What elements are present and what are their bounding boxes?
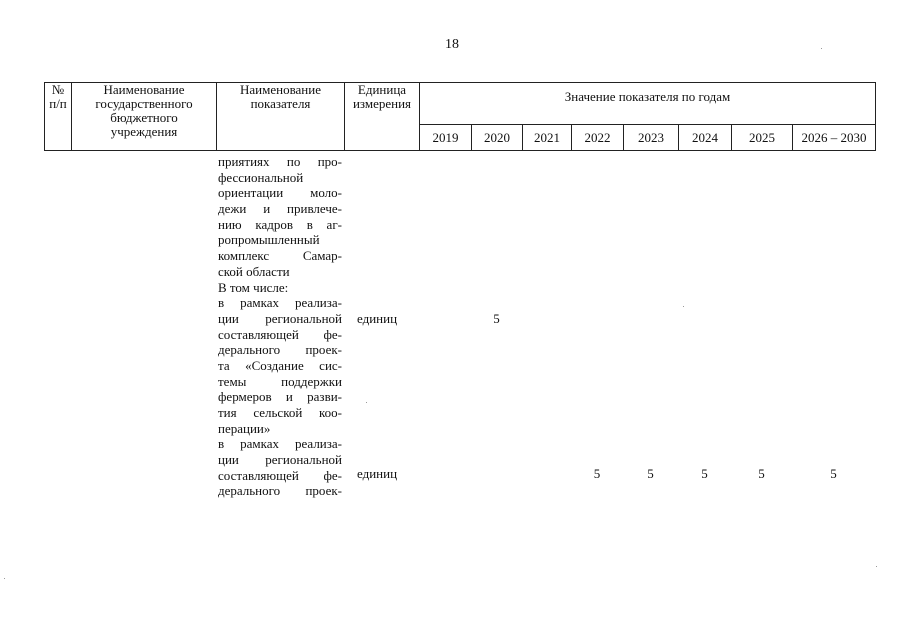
scan-speck [683, 306, 684, 307]
value-cell-2025: 5 [758, 466, 765, 481]
indicator-line: составляющей фе- [218, 326, 342, 342]
indicator-line: ской области [218, 263, 290, 279]
header-year-2021: 2021 [523, 125, 572, 151]
unit-cell: единиц [357, 311, 398, 326]
unit-cell: единиц [357, 466, 398, 481]
header-year-2024: 2024 [679, 125, 732, 151]
indicator-line: ориентации моло- [218, 185, 342, 201]
indicator-line: фермеров и разви- [218, 389, 342, 405]
scan-speck [876, 566, 877, 567]
indicator-line: дерального проек- [218, 483, 342, 499]
header-indicator: Наименование показателя [217, 83, 345, 151]
indicator-line: нию кадров в аг- [218, 216, 342, 232]
header-number: № п/п [45, 83, 72, 151]
header-year-2019: 2019 [420, 125, 472, 151]
indicator-line: комплекс Самар- [218, 248, 342, 264]
header-year-2026-2030: 2026 – 2030 [793, 125, 876, 151]
header-year-2023: 2023 [624, 125, 679, 151]
indicator-line: в рамках реализа- [218, 436, 342, 452]
scan-speck [366, 402, 367, 403]
indicator-line: перации» [218, 420, 271, 436]
value-cell-2024: 5 [701, 466, 708, 481]
header-institution: Наименование государственного бюджетного учреждения [72, 83, 217, 151]
indicator-line: фессиональной [218, 169, 304, 185]
indicator-line: ропромышленный [218, 232, 320, 248]
indicator-line: тия сельской коо- [218, 405, 342, 420]
indicator-name-cell [218, 154, 342, 499]
scan-speck [821, 48, 822, 49]
header-year-2020: 2020 [472, 125, 523, 151]
page-number: 18 [445, 37, 459, 52]
header-unit: Единица измерения [345, 83, 420, 151]
indicator-line: темы поддержки [218, 373, 342, 389]
indicator-line: в рамках реализа- [218, 295, 342, 311]
scan-speck [4, 578, 5, 579]
indicator-line: ции региональной [218, 452, 342, 468]
value-cell-2022: 5 [593, 466, 601, 481]
header-year-2022: 2022 [572, 125, 624, 151]
value-cell-2020: 5 [493, 311, 500, 326]
indicator-line: та «Создание сис- [218, 357, 342, 373]
indicator-table-header [44, 82, 876, 151]
indicator-line: дерального проек- [218, 342, 342, 358]
indicator-line: дежи и привлече- [218, 201, 342, 217]
value-cell-2026-2030: 5 [830, 466, 837, 481]
header-year-2025: 2025 [732, 125, 793, 151]
indicator-line: составляющей фе- [218, 467, 342, 483]
value-cell-2023: 5 [647, 466, 654, 481]
indicator-line: ции региональной [218, 310, 342, 326]
header-values-by-year: Значение показателя по годам [420, 83, 876, 125]
indicator-line: приятиях по про- [218, 154, 342, 169]
indicator-line: В том числе: [218, 279, 289, 295]
